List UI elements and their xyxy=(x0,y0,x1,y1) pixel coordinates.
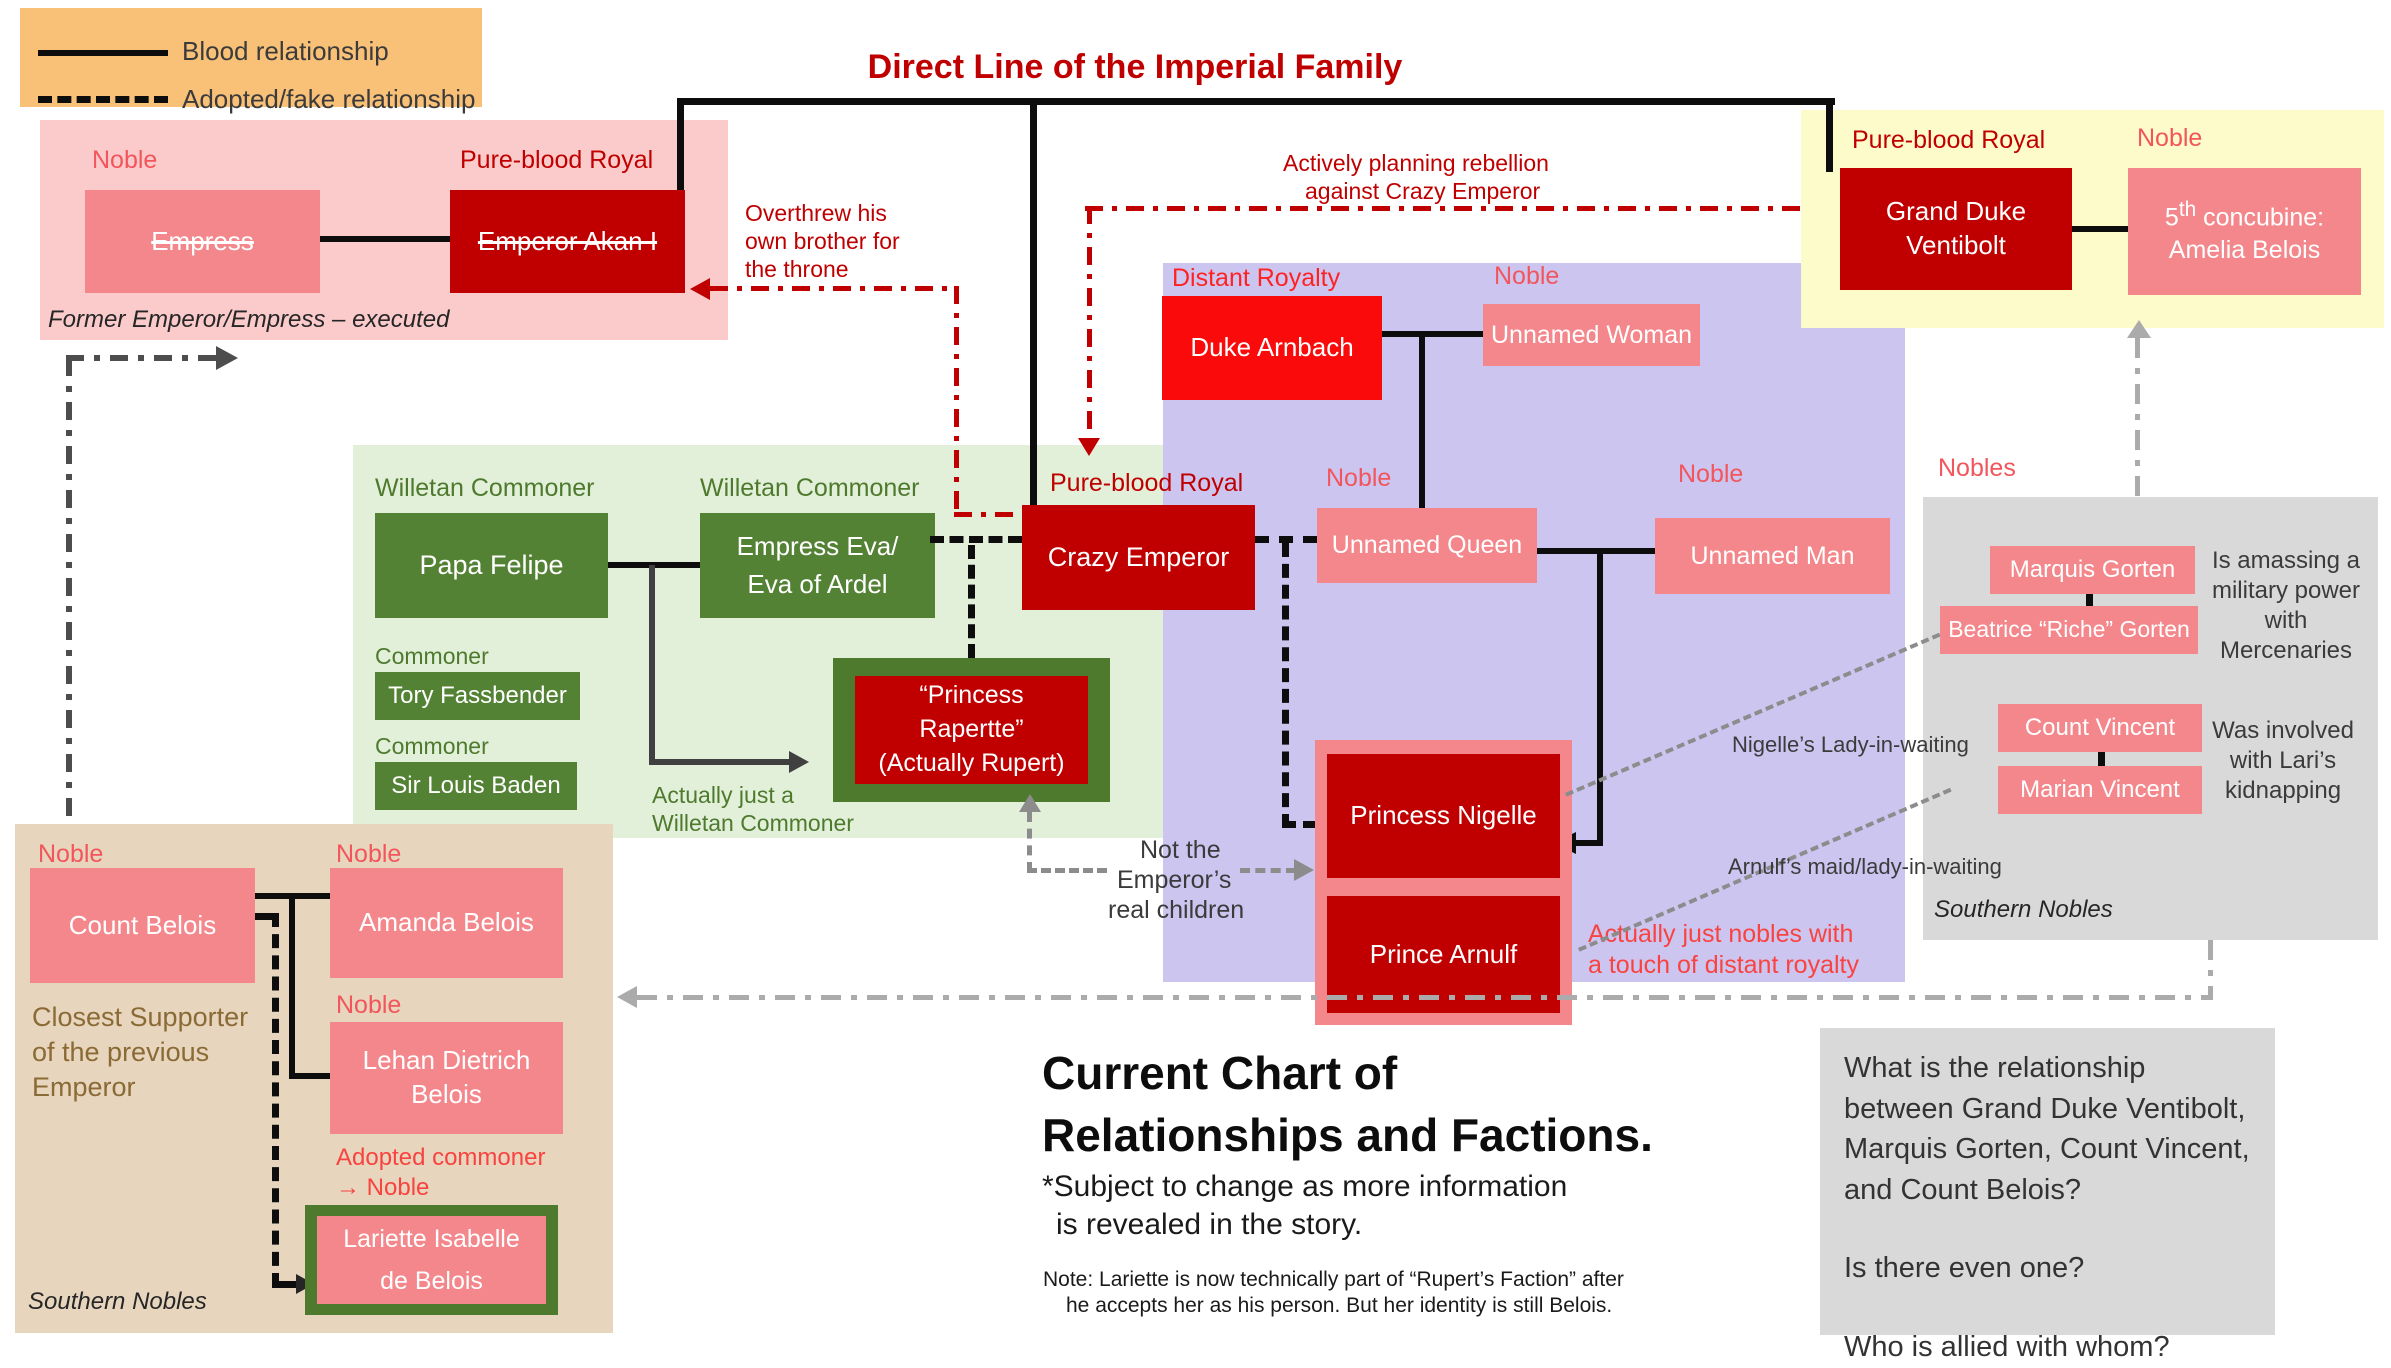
rapertte-fake-child-line xyxy=(968,545,975,658)
grand-duke-box xyxy=(1840,168,2072,290)
line-to-akan xyxy=(677,98,684,192)
overthrew-note-line2: own brother for xyxy=(745,228,900,254)
not-real-arrow-right xyxy=(1294,859,1314,881)
beatrice-gorten-box: Beatrice “Riche” Gorten xyxy=(1940,606,2198,654)
empress-emperor-marriage-line xyxy=(320,236,450,242)
princess-rapertte-box xyxy=(855,676,1088,784)
line-to-grand-duke xyxy=(1826,98,1833,172)
eva-line2: Eva of Ardel xyxy=(747,568,888,599)
empress-eva-box xyxy=(700,513,935,618)
legend-adopted-label: Adopted/fake relationship xyxy=(182,84,476,114)
belois-noble-label2: Noble xyxy=(336,840,402,868)
actually-nobles-line2: a touch of distant royalty xyxy=(1588,951,1859,979)
concubine-line2: Amelia Belois xyxy=(2168,236,2321,265)
duke-child-line xyxy=(1419,331,1425,510)
unnamed-queen-box: Unnamed Queen xyxy=(1317,508,1537,583)
actually-commoner-line1: Actually just a xyxy=(652,782,794,808)
actually-nobles-line1: Actually just nobles with xyxy=(1588,920,1854,948)
unnamed-man-box: Unnamed Man xyxy=(1655,518,1890,594)
ventibolt-royal-label: Pure-blood Royal xyxy=(1852,126,2046,154)
overthrew-note-line3: the throne xyxy=(745,256,849,282)
chart-note-line1: Note: Lariette is now technically part of “Rupert’s Faction” after xyxy=(1043,1268,1624,1291)
queen-man-child-line xyxy=(1597,548,1603,846)
not-real-children-line1: Not the xyxy=(1140,836,1221,864)
sir-louis-baden-box: Sir Louis Baden xyxy=(375,762,577,810)
belois-caption: Southern Nobles xyxy=(28,1288,207,1315)
question-box xyxy=(1820,1028,2275,1363)
rapertte-line1: “Princess xyxy=(919,681,1024,710)
imperial-top-line xyxy=(677,98,1835,105)
lariette-box xyxy=(317,1216,546,1304)
overthrew-line-h2 xyxy=(954,512,1022,517)
not-real-children-line3: real children xyxy=(1108,896,1245,924)
rebellion-note-line1: Actively planning rebellion xyxy=(1283,150,1549,176)
line-to-crazy-emperor xyxy=(1030,98,1037,507)
concubine-box xyxy=(2128,168,2361,295)
adopted-commoner-line1: Adopted commoner xyxy=(336,1144,546,1171)
duke-arnbach-box: Duke Arnbach xyxy=(1162,296,1382,400)
former-caption: Former Emperor/Empress – executed xyxy=(48,306,450,333)
legend-adopted-line-sample xyxy=(38,96,168,103)
question-1: What is the relationship between Grand Duke Ventibolt, Marquis Gorten, Count Vincent, and Count Belois? xyxy=(1844,1052,2250,1206)
concubine-line1: 5th concubine: xyxy=(2164,198,2325,232)
arnulf-maid-label: Arnulf’s maid/lady-in-waiting xyxy=(1728,854,2002,879)
willetan-label-eva: Willetan Commoner xyxy=(700,474,920,502)
former-noble-label: Noble xyxy=(92,146,158,174)
chart-title-line2: Relationships and Factions. xyxy=(1042,1109,1653,1161)
duke-woman-marriage-line xyxy=(1382,331,1483,337)
ventibolt-noble-label: Noble xyxy=(2137,124,2203,152)
emperor-akan-box xyxy=(450,190,685,293)
supporter-note: Closest Supporter of the previous Emperor xyxy=(32,1002,249,1103)
crazy-queen-fake-marriage xyxy=(1255,536,1317,543)
nigelle-lady-label: Nigelle’s Lady-in-waiting xyxy=(1732,732,1969,757)
actually-commoner-line2: Willetan Commoner xyxy=(652,810,854,836)
southern-right-caption: Southern Nobles xyxy=(1934,896,2113,923)
legend-blood-label: Blood relationship xyxy=(182,36,389,66)
crazy-fake-children-line xyxy=(1282,543,1289,828)
overthrew-arrow-left xyxy=(690,278,710,300)
distant-royalty-label: Distant Royalty xyxy=(1172,264,1341,292)
grand-duke-line2: Ventibolt xyxy=(1906,230,2006,260)
chart-subtitle-line2: is revealed in the story. xyxy=(1056,1208,1363,1241)
unnamed-woman-box: Unnamed Woman xyxy=(1483,304,1700,366)
noble-label-man: Noble xyxy=(1678,460,1744,488)
alliance-line-bottom-h xyxy=(637,995,2213,1000)
grand-duke-line1: Grand Duke xyxy=(1885,196,2027,227)
grandduke-concubine-marriage-line xyxy=(2072,226,2128,232)
question-3: Who is allied with whom? xyxy=(1844,1330,2170,1363)
lariette-line1: Lariette Isabelle xyxy=(343,1224,520,1253)
legend-blood-line-sample xyxy=(38,50,168,56)
chart-title-line1: Current Chart of xyxy=(1042,1047,1398,1099)
lehan-belois-box xyxy=(330,1022,563,1134)
rebellion-line-h xyxy=(1085,206,1800,211)
amanda-belois-box: Amanda Belois xyxy=(330,868,563,978)
belois-support-line-v xyxy=(66,358,72,824)
count-lariette-fake-line-h2 xyxy=(272,1281,298,1288)
papa-felipe-box: Papa Felipe xyxy=(375,513,608,618)
queen-man-marriage-line xyxy=(1537,548,1655,554)
overthrew-line-h1 xyxy=(710,286,957,291)
alliance-arrow-up xyxy=(2127,320,2151,338)
amassing-note: Is amassing a military power with Mercenaries xyxy=(2211,547,2361,664)
belois-support-arrow-right xyxy=(216,346,238,370)
not-real-arrow-up xyxy=(1019,794,1041,812)
nobles-label: Nobles xyxy=(1938,454,2016,482)
former-royal-label: Pure-blood Royal xyxy=(460,146,654,174)
princess-nigelle-box: Princess Nigelle xyxy=(1327,754,1560,878)
lariette-line2: de Belois xyxy=(380,1267,483,1295)
crazy-emperor-box: Crazy Emperor xyxy=(1022,505,1255,610)
eva-line1: Empress Eva/ xyxy=(736,530,899,561)
count-lehan-child-line xyxy=(289,893,295,1079)
rupert-elbow-v xyxy=(649,565,655,765)
adopted-commoner-line2: → Noble xyxy=(336,1174,430,1201)
alliance-arrow-left xyxy=(617,986,637,1008)
marquis-gorten-box: Marquis Gorten xyxy=(1990,546,2195,594)
commoner-label-2: Commoner xyxy=(375,733,489,759)
chart-subtitle-line1: *Subject to change as more information xyxy=(1042,1170,1568,1203)
rebellion-note-line2: against Crazy Emperor xyxy=(1305,178,1541,204)
count-vincent-box: Count Vincent xyxy=(1998,704,2202,752)
emperor-akan-name: Emperor Akan I xyxy=(477,225,658,256)
noble-label-queen: Noble xyxy=(1326,464,1392,492)
willetan-label-papa: Willetan Commoner xyxy=(375,474,595,502)
empress-name: Empress xyxy=(151,225,254,256)
empress-box xyxy=(85,190,320,293)
queen-man-child-elbow xyxy=(1576,840,1603,846)
rupert-arrow-right xyxy=(789,751,809,773)
marian-vincent-box: Marian Vincent xyxy=(1998,766,2202,814)
not-real-line-h2 xyxy=(1240,868,1296,873)
count-lehan-child-elbow xyxy=(289,1073,330,1079)
count-lariette-fake-line-v xyxy=(272,913,279,1287)
not-real-children-line2: Emperor’s xyxy=(1117,866,1232,894)
kidnapping-note: Was involved with Lari’s kidnapping xyxy=(2212,717,2354,804)
belois-support-line-h xyxy=(66,355,216,361)
lehan-line2: Belois xyxy=(411,1079,482,1109)
crazy-royal-label: Pure-blood Royal xyxy=(1050,469,1244,497)
eva-crazy-fake-marriage xyxy=(930,536,1022,543)
noble-label-woman: Noble xyxy=(1494,262,1560,290)
overthrew-line-v xyxy=(954,286,959,517)
alliance-line-right-v xyxy=(2135,338,2140,497)
rapertte-line3: (Actually Rupert) xyxy=(878,748,1065,777)
belois-noble-label3: Noble xyxy=(336,991,402,1019)
page-title: Direct Line of the Imperial Family xyxy=(867,48,1403,86)
crazy-fake-children-elbow xyxy=(1282,821,1317,828)
question-2: Is there even one? xyxy=(1844,1252,2085,1285)
count-belois-box: Count Belois xyxy=(30,868,255,983)
overthrew-note-line1: Overthrew his xyxy=(745,200,887,226)
commoner-label-1: Commoner xyxy=(375,643,489,669)
gorten-connector xyxy=(2086,594,2093,606)
chart-note-line2: he accepts her as his person. But her identity is still Belois. xyxy=(1066,1294,1613,1317)
not-real-line-v xyxy=(1027,812,1032,872)
vincent-connector xyxy=(2098,752,2105,766)
tory-fassbender-box: Tory Fassbender xyxy=(375,672,580,720)
rupert-elbow-h xyxy=(649,759,789,765)
not-real-line-h1 xyxy=(1027,868,1107,873)
alliance-line-bottom-v xyxy=(2208,940,2213,997)
rapertte-line2: Rapertte” xyxy=(919,715,1024,744)
lehan-line1: Lehan Dietrich xyxy=(362,1045,531,1076)
belois-noble-label1: Noble xyxy=(38,840,104,868)
prince-arnulf-box: Prince Arnulf xyxy=(1327,896,1560,1013)
rebellion-arrow-down xyxy=(1078,438,1100,456)
rebellion-line-v xyxy=(1087,206,1092,438)
